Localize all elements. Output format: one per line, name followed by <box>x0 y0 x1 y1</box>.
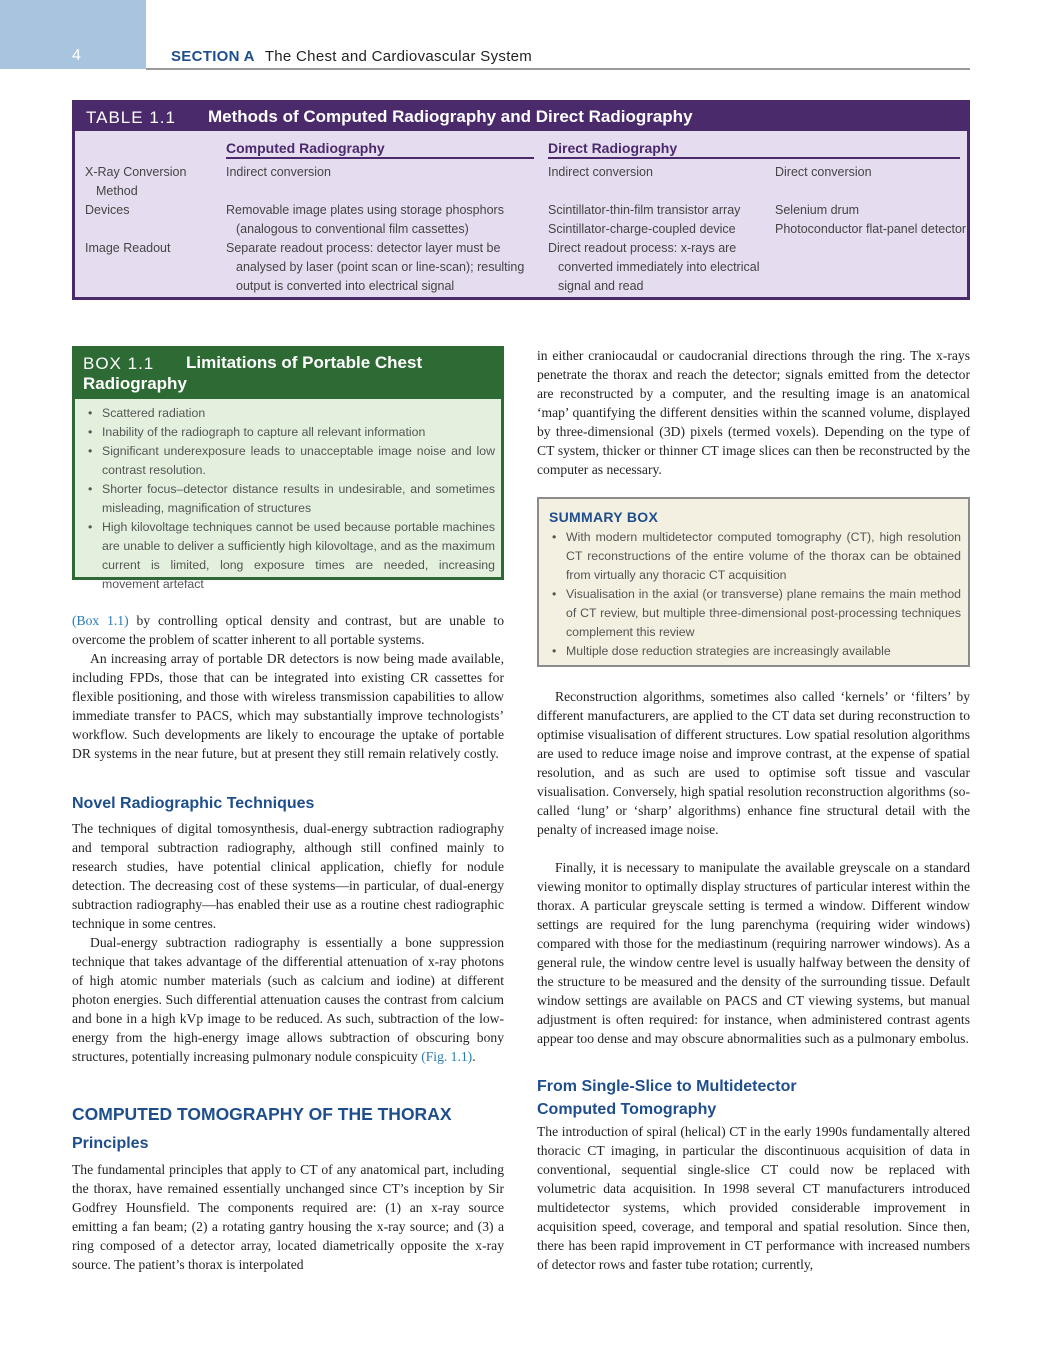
box-1-1 <box>72 346 504 591</box>
paragraph-text: Dual-energy subtraction radiography is essentially a bone suppression technique that takes advantage of the differential attenuation of x-ray photons of high atomic number materials (such as calcium and iodine) at different photon energies. Such differential attenuation causes the contrast from calcium and bone in a high kVp image to be reduced. As such, subtraction of the low-energy from the high-energy image allows subtraction of obscuring bony structures, potentially increasing pulmonary nodule conspicuity <box>72 935 504 1064</box>
box-reference-link[interactable]: (Box 1.1) <box>72 613 129 628</box>
body-paragraph: The introduction of spiral (helical) CT in the early 1990s fundamentally altered thoracic CT imaging, in particular the discontinuous acquisition of data in conventional, sequential single-slice CT could now be replaced with volumetric data acquisition. In 1998 several CT manufacturers introduced multidetector systems, which provided considerable improvement in acquisition speed, coverage, and temporal and spatial resolution. Since then, there has been rapid improvement in CT performance with increased numbers of detector rows and faster tube rotation; currently, <box>537 1124 970 1272</box>
table-label: TABLE 1.1 <box>86 108 176 127</box>
body-paragraph: Reconstruction algorithms, sometimes also called ‘kernels’ or ‘filters’ by different manufacturers, are applied to the CT data set during reconstruction to optimise visualisation of different structures. Low spatial resolution algorithms are used to reduce image noise and improve contrast, at the expense of spatial resolution, and as such are used to optimise soft tissue and vascular visualisation. Conversely, high spatial resolution reconstruction algorithms (so-called ‘lung’ or ‘sharp’ algorithms) enhance fine structural detail with the penalty of increased image noise. <box>537 689 970 837</box>
table-cell-text: Direct conversion <box>775 165 872 179</box>
section-label: SECTION A <box>171 48 255 65</box>
body-paragraph: The techniques of digital tomosynthesis, dual-energy subtraction radiography and temporal subtraction radiography, although still confined mainly to research studies, have potential clinical application, chiefly for nodule detection. The decreasing cost of these systems—in particular, of dual-energy subtraction radiography—has enabled their use as a routine chest radiographic technique in some centres. <box>72 821 504 931</box>
table-col-rule <box>548 157 960 159</box>
table-cell <box>226 239 524 296</box>
summary-box <box>537 497 970 667</box>
body-paragraph <box>72 933 504 1066</box>
list-item: • Significant underexposure leads to unacceptable image noise and low contrast resolution. <box>85 442 495 480</box>
list-item: • Scattered radiation <box>85 404 495 423</box>
table-cell <box>775 201 966 239</box>
heading-single-slice: From Single-Slice to Multidetector <box>537 1078 797 1095</box>
table-cell-text: Removable image plates using storage phosphors <box>226 203 504 217</box>
table-cell-text: Direct readout process: x-rays are <box>548 241 737 255</box>
figure-reference-link[interactable]: (Fig. 1.1) <box>421 1049 473 1064</box>
box-title: Radiography <box>83 374 187 393</box>
heading-principles: Principles <box>72 1135 149 1152</box>
table-1-1 <box>72 100 970 300</box>
table-row-header: Image Readout <box>85 241 171 255</box>
table-cell <box>548 163 653 182</box>
box-title: Limitations of Portable Chest <box>186 353 423 372</box>
table-cell-text: converted immediately into electrical <box>558 260 760 274</box>
section-header <box>171 48 532 65</box>
table-cell-text: signal and read <box>558 279 644 293</box>
table-cell-text: output is converted into electrical signal <box>236 279 455 293</box>
table-cell <box>226 201 504 239</box>
heading-ct-thorax: COMPUTED TOMOGRAPHY OF THE THORAX <box>72 1104 452 1124</box>
list-item: • Multiple dose reduction strategies are increasingly available <box>549 642 961 661</box>
heading-single-slice: Computed Tomography <box>537 1101 717 1118</box>
paragraph-text: by controlling optical density and contrast, but are unable to overcome the problem of scatter inherent to all portable systems. <box>72 613 505 647</box>
section-title: The Chest and Cardiovascular System <box>264 48 533 65</box>
table-cell-text: Selenium drum <box>775 203 860 217</box>
body-paragraph: Finally, it is necessary to manipulate the available greyscale on a standard viewing monitor to optimally display structures of particular interest within the thorax. A particular greyscale setting is termed a window. Different window settings are required for the lung parenchyma (requiring wider windows) compared with those for the mediastinum (requiring narrower windows). As a general rule, the window centre level is usually halfway between the density of the structure to be measured and the density of the surrounding tissue. Default window settings are available on PACS and CT viewing systems, but manual adjustment is often required: for instance, when administered contrast agents appear too dense and may obscure abnormalities such as a pulmonary embolus. <box>537 860 970 1046</box>
body-paragraph <box>72 611 504 649</box>
list-item: • Visualisation in the axial (or transverse) plane remains the main method of CT review, but multiple three-dimensional post-processing techniques complement this review <box>549 585 961 642</box>
summary-title: SUMMARY BOX <box>549 509 659 525</box>
paragraph-text: . <box>472 1049 476 1064</box>
table-cell <box>226 163 331 182</box>
body-paragraph: An increasing array of portable DR detectors is now being made available, including FPDs, those that can be integrated into existing CR cassettes for flexible positioning, and those with wireless transmission capabilities to allow immediate transfer to PACS, which may substantially improve technologists’ workflow. Such developments are likely to encourage the uptake of portable DR systems in the near future, but at present they still remain relatively costly. <box>72 651 504 761</box>
box-label: BOX 1.1 <box>83 354 155 373</box>
table-cell-text: Scintillator-charge-coupled device <box>548 222 736 236</box>
table-cell <box>548 239 759 296</box>
table-cell-text: Scintillator-thin-film transistor array <box>548 203 741 217</box>
summary-list <box>549 528 961 661</box>
header-rule <box>146 68 970 70</box>
box-list <box>85 404 495 594</box>
box-header <box>75 349 501 399</box>
table-cell-text: Photoconductor flat-panel detector <box>775 222 967 236</box>
table-cell-text: Separate readout process: detector layer must be <box>226 241 501 255</box>
list-item: • High kilovoltage techniques cannot be used because portable machines are unable to deliver a sufficiently high kilovoltage, and as the maximum current is limited, long exposure times are needed, increasing movement artefact <box>85 518 495 594</box>
list-item: • Shorter focus–detector distance results in undesirable, and sometimes misleading, magnification of structures <box>85 480 495 518</box>
table-title: Methods of Computed Radiography and Direct Radiography <box>208 107 693 126</box>
body-paragraph: The fundamental principles that apply to CT of any anatomical part, including the thorax, have remained essentially unchanged since CT’s inception by Sir Godfrey Hounsfield. The components required are: (1) an x-ray source emitting a fan beam; (2) a rotating gantry housing the x-ray source; and (3) a ring composed of a detector array, located diametrically opposite the x-ray source. The patient’s thorax is interpolated <box>72 1162 504 1272</box>
table-cell-text: X-Ray Conversion <box>85 165 187 179</box>
table-cell-text: Indirect conversion <box>548 165 653 179</box>
list-item: • Inability of the radiograph to capture all relevant information <box>85 423 495 442</box>
table-cell-text: (analogous to conventional film cassettes) <box>236 222 469 236</box>
table-cell-text: analysed by laser (point scan or line-scan); resulting <box>236 260 525 274</box>
heading-novel-techniques: Novel Radiographic Techniques <box>72 795 315 812</box>
table-cell-text: Indirect conversion <box>226 165 331 179</box>
table-cell <box>775 163 872 182</box>
page-number: 4 <box>72 47 81 64</box>
table-cell-text: Method <box>96 184 138 198</box>
body-paragraph: in either craniocaudal or caudocranial directions through the ring. The x-rays penetrate the thorax and reach the detector; signals emitted from the detector are reconstructed by a computer, and the resulting image is an anatomical ‘map’ quantifying the different densities within the scanned volume, displayed by three-dimensional (3D) pixels (termed voxels). Depending on the type of CT system, thicker or thinner CT image slices can then be reconstructed by the computer as necessary. <box>537 348 970 477</box>
table-row-header <box>85 163 186 201</box>
table-col-computed: Computed Radiography <box>226 140 385 156</box>
table-header <box>75 103 967 131</box>
table-col-direct: Direct Radiography <box>548 140 678 156</box>
table-row-header: Devices <box>85 203 130 217</box>
list-item: • With modern multidetector computed tomography (CT), high resolution CT reconstructions of the entire volume of the thorax can be obtained from virtually any thoracic CT acquisition <box>549 528 961 585</box>
table-cell <box>548 201 740 239</box>
table-col-rule <box>226 157 534 159</box>
